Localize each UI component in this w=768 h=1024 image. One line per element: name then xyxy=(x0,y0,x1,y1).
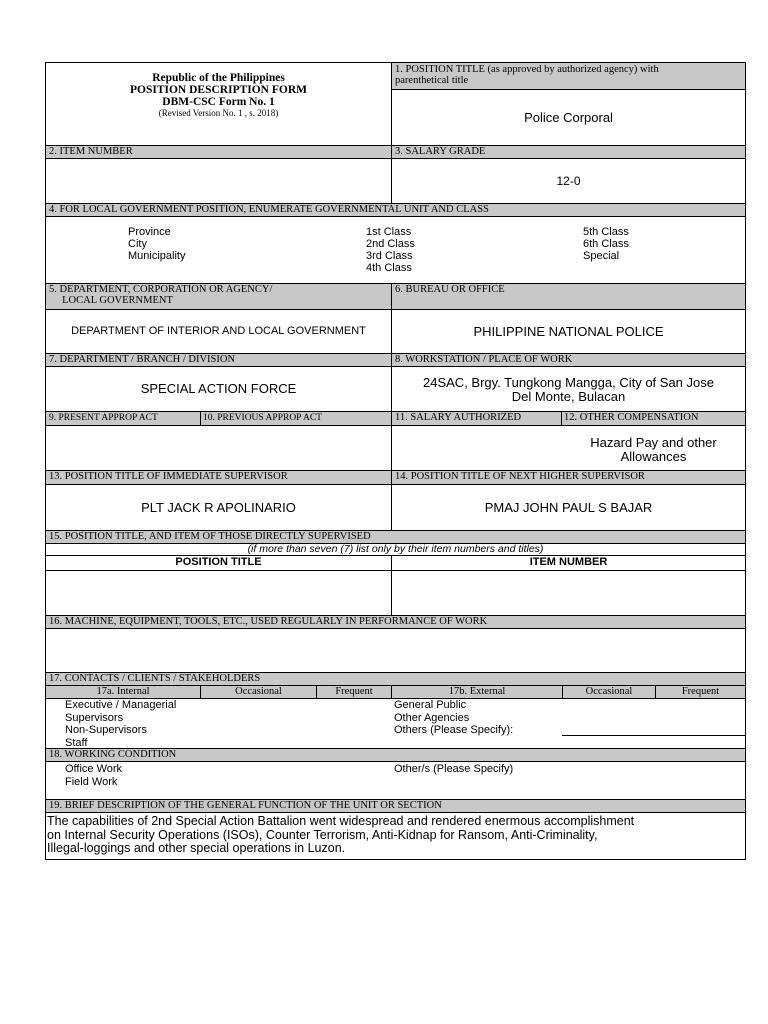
unit-municipality[interactable]: Municipality xyxy=(128,250,186,262)
bureau-label: 6. BUREAU OR OFFICE xyxy=(395,284,505,295)
other-comp-line-1: Hazard Pay and other xyxy=(590,435,717,450)
unit-list xyxy=(128,226,185,262)
present-approp-label: 9. PRESENT APPROP ACT xyxy=(49,413,158,423)
republic-heading: Republic of the Philippines xyxy=(152,72,285,84)
class-3rd[interactable]: 3rd Class xyxy=(366,250,413,262)
class-list-b xyxy=(583,226,629,262)
internal-staff[interactable]: Staff xyxy=(65,736,88,749)
supervised-label: 15. POSITION TITLE, AND ITEM OF THOSE DIRECTLY SUPERVISED xyxy=(49,531,371,542)
workstation-label: 8. WORKSTATION / PLACE OF WORK xyxy=(395,354,573,365)
workstation-line-1: 24SAC, Brgy. Tungkong Mangga, City of San Jose xyxy=(423,375,714,390)
immediate-supervisor-label: 13. POSITION TITLE OF IMMEDIATE SUPERVISOR xyxy=(49,471,288,482)
external-list xyxy=(394,699,513,737)
description-text[interactable] xyxy=(47,815,745,856)
other-working-condition[interactable]: Other/s (Please Specify) xyxy=(394,763,514,775)
supervised-note: (if more than seven (7) list only by their item numbers and titles) xyxy=(247,543,544,555)
external-frequent: Frequent xyxy=(681,686,720,697)
internal-label: 17a. Internal xyxy=(96,686,150,697)
class-special[interactable]: Special xyxy=(583,250,620,262)
external-occasional: Occasional xyxy=(585,686,633,697)
department-value[interactable]: DEPARTMENT OF INTERIOR AND LOCAL GOVERNMENT xyxy=(71,325,366,337)
immediate-supervisor-value[interactable]: PLT JACK R APOLINARIO xyxy=(141,500,296,515)
next-supervisor-label: 14. POSITION TITLE OF NEXT HIGHER SUPERVISOR xyxy=(395,471,645,482)
item-number-label: 2. ITEM NUMBER xyxy=(49,146,133,157)
description-line-1: The capabilities of 2nd Special Action Battalion went widespread and rendered enermous accomplishment xyxy=(47,814,635,828)
internal-supervisors[interactable]: Supervisors xyxy=(65,711,124,724)
workstation-value[interactable] xyxy=(392,376,745,404)
description-label: 19. BRIEF DESCRIPTION OF THE GENERAL FUNCTION OF THE UNIT OR SECTION xyxy=(49,800,442,811)
description-line-2: on Internal Security Operations (ISOs), Counter Terrorism, Anti-Kidnap for Ransom, Anti-Criminality, xyxy=(47,827,598,842)
item-number-field[interactable] xyxy=(46,159,391,203)
internal-list xyxy=(65,699,176,749)
external-label: 17b. External xyxy=(448,686,506,697)
salary-grade-value[interactable]: 12-0 xyxy=(556,174,581,188)
position-title-value[interactable]: Police Corporal xyxy=(524,110,613,125)
class-list-a xyxy=(366,226,415,274)
workstation-line-2: Del Monte, Bulacan xyxy=(511,389,626,404)
field-work[interactable]: Field Work xyxy=(65,776,118,788)
class-5th[interactable]: 5th Class xyxy=(583,226,629,238)
next-supervisor-value[interactable]: PMAJ JOHN PAUL S BAJAR xyxy=(484,500,653,515)
department-label: 5. DEPARTMENT, CORPORATION OR AGENCY/ xyxy=(49,284,273,295)
position-title-label-2: parenthetical title xyxy=(395,75,469,86)
col-item-number: ITEM NUMBER xyxy=(529,556,608,568)
internal-non-supervisors[interactable]: Non-Supervisors xyxy=(65,724,147,736)
salary-grade-label: 3. SALARY GRADE xyxy=(395,146,486,157)
previous-approp-label: 10. PREVIOUS APPROP ACT xyxy=(203,413,322,423)
working-condition-label: 18. WORKING CONDITION xyxy=(49,749,177,760)
form-number: DBM-CSC Form No. 1 xyxy=(162,96,275,108)
unit-city[interactable]: City xyxy=(128,238,147,250)
class-6th[interactable]: 6th Class xyxy=(583,238,629,250)
internal-occasional: Occasional xyxy=(235,686,282,697)
salary-authorized-label: 11. SALARY AUTHORIZED xyxy=(395,412,522,423)
local-government-label: 4. FOR LOCAL GOVERNMENT POSITION, ENUMERATE GOVERNMENTAL UNIT AND CLASS xyxy=(49,204,489,215)
external-other-agencies[interactable]: Other Agencies xyxy=(394,711,470,724)
form-title: POSITION DESCRIPTION FORM xyxy=(130,84,307,96)
other-compensation-value[interactable] xyxy=(562,436,745,464)
office-work[interactable]: Office Work xyxy=(65,763,123,775)
description-line-3: Illegal-loggings and other special operations in Luzon. xyxy=(47,841,346,855)
other-compensation-label: 12. OTHER COMPENSATION xyxy=(564,412,699,423)
branch-value[interactable]: SPECIAL ACTION FORCE xyxy=(140,381,297,396)
contacts-label: 17. CONTACTS / CLIENTS / STAKEHOLDERS xyxy=(49,673,261,684)
class-2nd[interactable]: 2nd Class xyxy=(366,238,415,250)
other-comp-line-2: Allowances xyxy=(620,449,687,464)
unit-province[interactable]: Province xyxy=(128,226,171,238)
internal-frequent: Frequent xyxy=(335,686,373,697)
external-others[interactable]: Others (Please Specify): xyxy=(394,724,514,736)
internal-executive[interactable]: Executive / Managerial xyxy=(65,699,177,711)
col-position-title: POSITION TITLE xyxy=(175,556,262,568)
working-condition-list xyxy=(65,763,122,789)
class-1st[interactable]: 1st Class xyxy=(366,226,412,238)
department-label-2: LOCAL GOVERNMENT xyxy=(49,295,173,306)
branch-label: 7. DEPARTMENT / BRANCH / DIVISION xyxy=(49,354,236,365)
form-header xyxy=(46,72,391,119)
external-general-public[interactable]: General Public xyxy=(394,699,467,711)
machines-label: 16. MACHINE, EQUIPMENT, TOOLS, ETC., USED REGULARLY IN PERFORMANCE OF WORK xyxy=(49,616,488,627)
class-4th[interactable]: 4th Class xyxy=(366,262,412,274)
bureau-value[interactable]: PHILIPPINE NATIONAL POLICE xyxy=(473,324,664,339)
form-revision: (Revised Version No. 1 , s. 2018) xyxy=(158,108,279,118)
position-title-label: 1. POSITION TITLE (as approved by authorized agency) with xyxy=(395,64,659,75)
